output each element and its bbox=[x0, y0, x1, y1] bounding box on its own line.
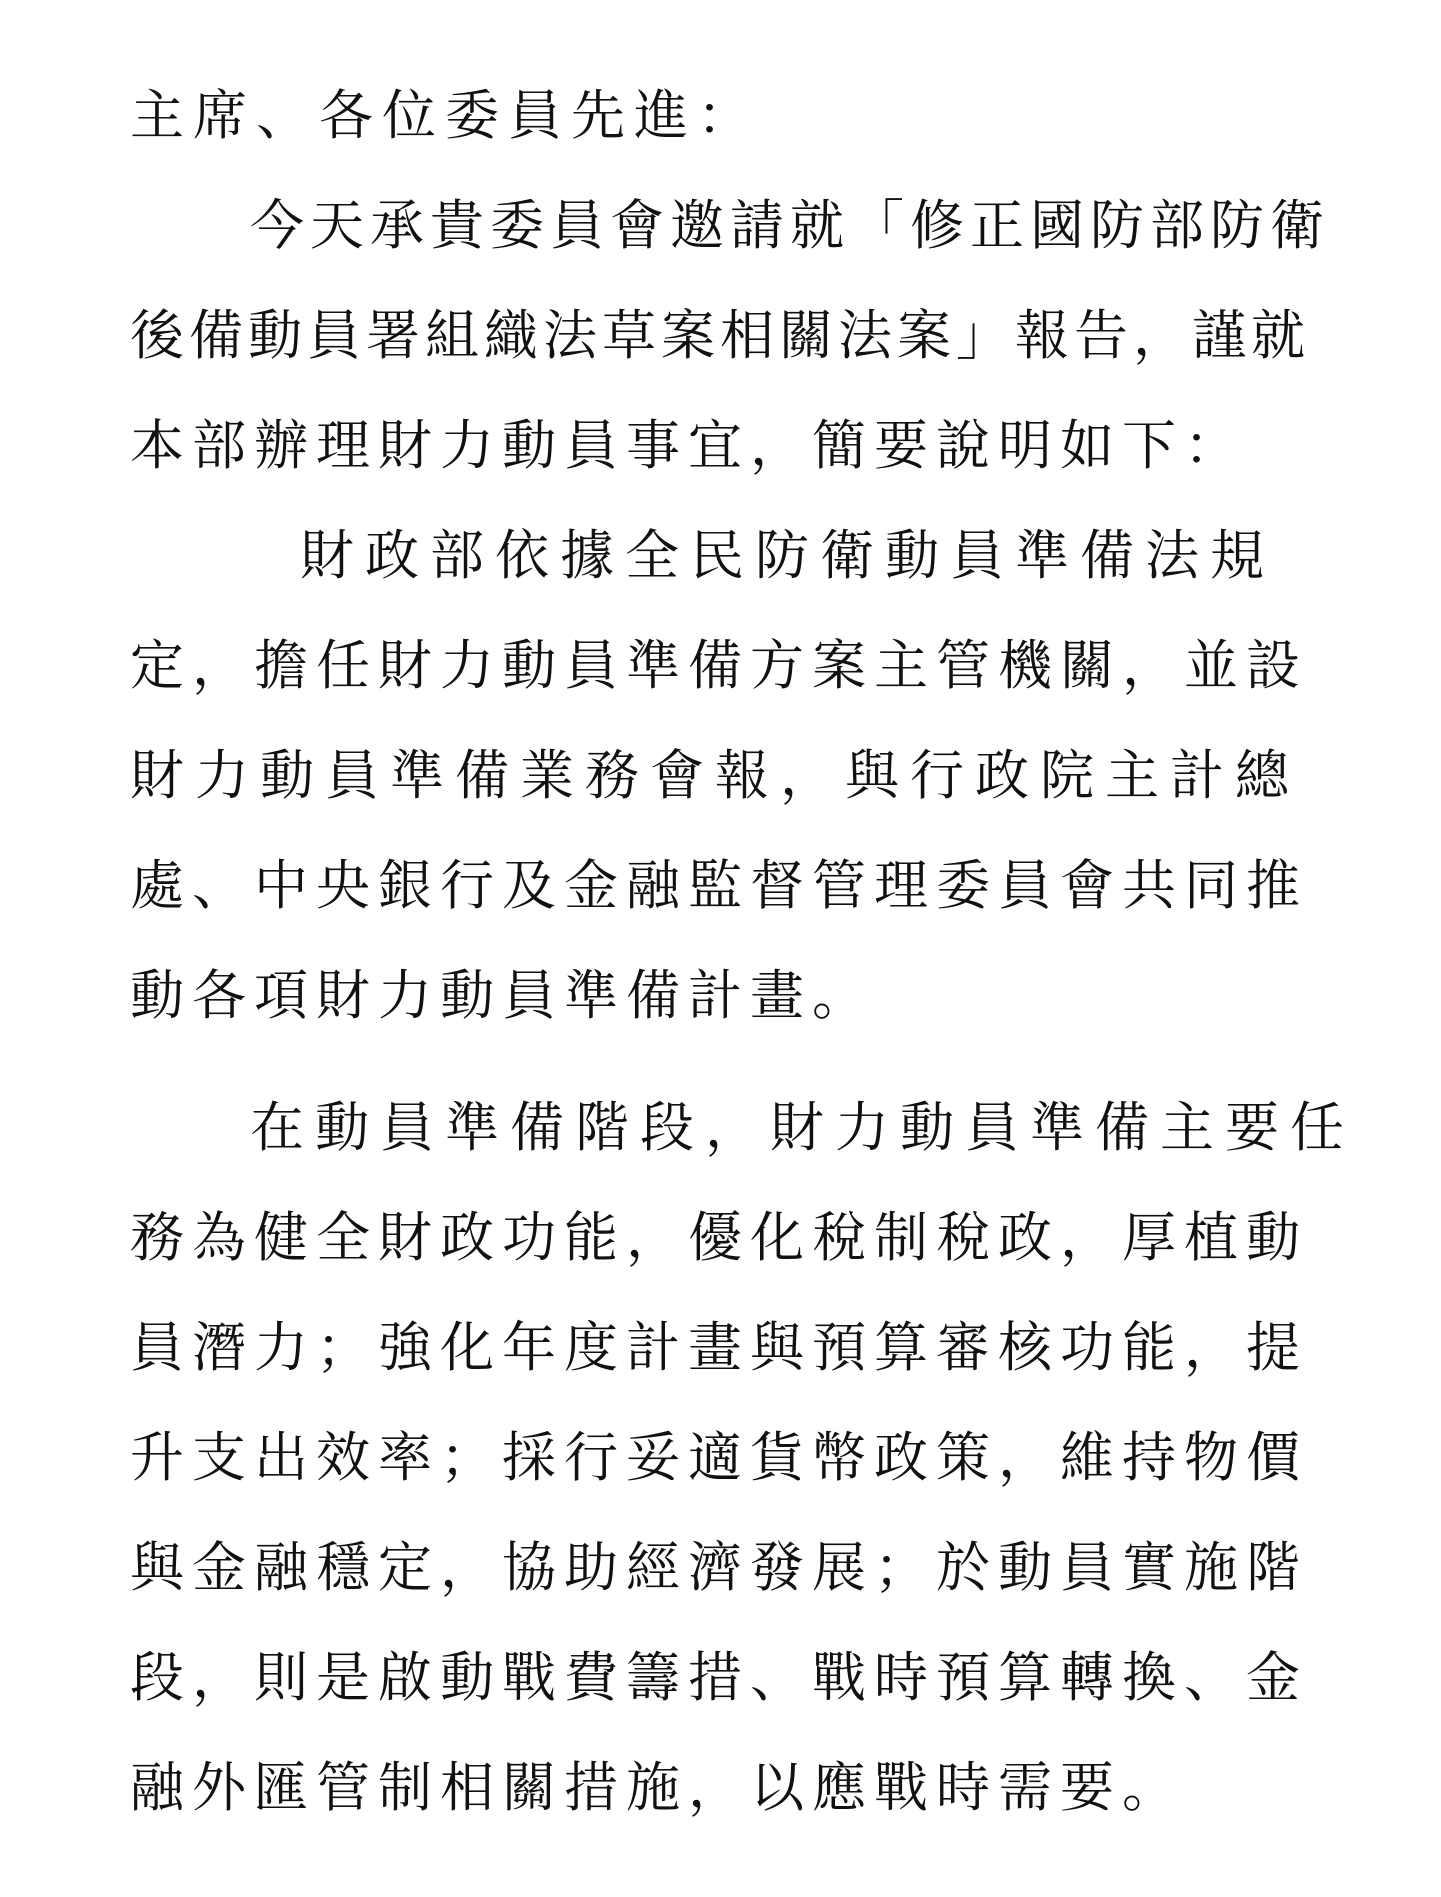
intro-line-3: 本部辦理財力動員事宜，簡要說明如下： bbox=[130, 414, 1246, 477]
intro-line-2: 後備動員署組織法草案相關法案」報告，謹就 bbox=[130, 304, 1310, 367]
paragraph-1-line-1: 財政部依據全民防衛動員準備法規 bbox=[300, 524, 1275, 587]
paragraph-2-line-4: 升支出效率；採行妥適貨幣政策，維持物價 bbox=[130, 1426, 1308, 1489]
salutation: 主席、各位委員先進： bbox=[130, 84, 760, 147]
paragraph-2-line-2: 務為健全財政功能，優化稅制稅政，厚植動 bbox=[130, 1206, 1308, 1269]
paragraph-1-line-5: 動各項財力動員準備計畫。 bbox=[130, 964, 874, 1027]
paragraph-1-line-2: 定，擔任財力動員準備方案主管機關，並設 bbox=[130, 634, 1308, 697]
paragraph-2-line-7: 融外匯管制相關措施，以應戰時需要。 bbox=[130, 1756, 1184, 1819]
paragraph-2-line-5: 與金融穩定，協助經濟發展；於動員實施階 bbox=[130, 1536, 1308, 1599]
intro-line-1: 今天承貴委員會邀請就「修正國防部防衛 bbox=[250, 194, 1330, 257]
paragraph-1-line-3: 財力動員準備業務會報，與行政院主計總 bbox=[130, 744, 1300, 807]
paragraph-2-line-3: 員潛力；強化年度計畫與預算審核功能，提 bbox=[130, 1316, 1308, 1379]
paragraph-2-line-1: 在動員準備階段，財力動員準備主要任 bbox=[250, 1096, 1355, 1159]
paragraph-2-line-6: 段，則是啟動戰費籌措、戰時預算轉換、金 bbox=[130, 1646, 1308, 1709]
paragraph-1-line-4: 處、中央銀行及金融監督管理委員會共同推 bbox=[130, 854, 1308, 917]
